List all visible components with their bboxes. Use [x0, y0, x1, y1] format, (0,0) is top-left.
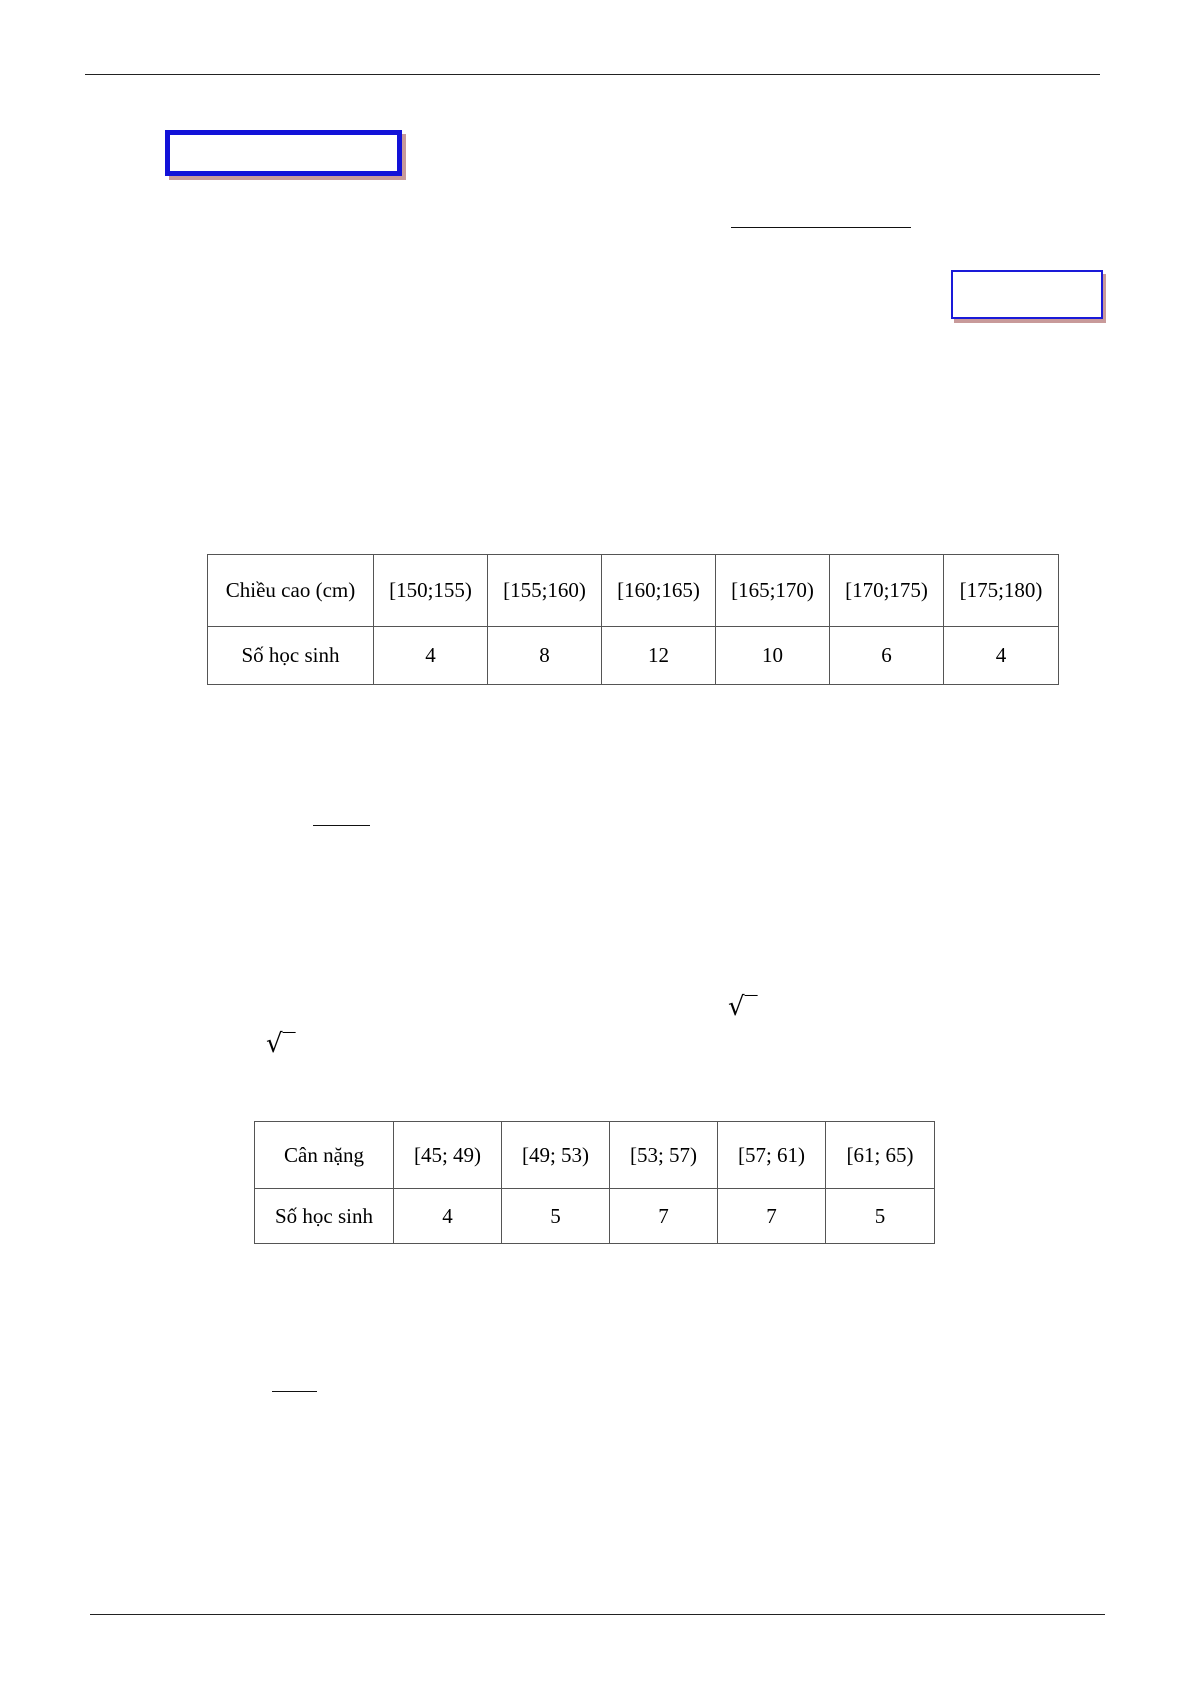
answer-blank-line	[272, 1391, 317, 1392]
interval-cell: [49; 53)	[502, 1122, 610, 1189]
interval-cell: [57; 61)	[718, 1122, 826, 1189]
count-cell: 5	[502, 1189, 610, 1244]
count-cell: 10	[716, 627, 830, 685]
interval-cell: [170;175)	[830, 555, 944, 627]
count-cell: 6	[830, 627, 944, 685]
footer-rule	[90, 1614, 1105, 1615]
answer-blank-line	[731, 227, 911, 228]
count-cell: 4	[394, 1189, 502, 1244]
table-header-cell: Số học sinh	[255, 1189, 394, 1244]
interval-cell: [150;155)	[374, 555, 488, 627]
interval-cell: [53; 57)	[610, 1122, 718, 1189]
table-row	[255, 1122, 935, 1189]
header-rule	[85, 74, 1100, 75]
table-row	[255, 1189, 935, 1244]
table-header-cell: Chiều cao (cm)	[208, 555, 374, 627]
count-cell: 12	[602, 627, 716, 685]
table-row	[208, 555, 1059, 627]
interval-cell: [61; 65)	[826, 1122, 935, 1189]
interval-cell: [175;180)	[944, 555, 1059, 627]
count-cell: 4	[944, 627, 1059, 685]
square-root-symbol: √‾	[266, 1029, 296, 1059]
count-cell: 5	[826, 1189, 935, 1244]
interval-cell: [45; 49)	[394, 1122, 502, 1189]
count-cell: 7	[610, 1189, 718, 1244]
count-cell: 7	[718, 1189, 826, 1244]
interval-cell: [165;170)	[716, 555, 830, 627]
interval-cell: [160;165)	[602, 555, 716, 627]
label-tag-box	[951, 270, 1103, 319]
weight-frequency-table	[254, 1121, 935, 1244]
table-row	[208, 627, 1059, 685]
count-cell: 4	[374, 627, 488, 685]
answer-blank-line	[313, 825, 370, 826]
count-cell: 8	[488, 627, 602, 685]
interval-cell: [155;160)	[488, 555, 602, 627]
section-heading-box	[165, 130, 402, 176]
square-root-symbol: √‾	[728, 992, 758, 1022]
table-header-cell: Cân nặng	[255, 1122, 394, 1189]
height-frequency-table	[207, 554, 1059, 685]
table-header-cell: Số học sinh	[208, 627, 374, 685]
